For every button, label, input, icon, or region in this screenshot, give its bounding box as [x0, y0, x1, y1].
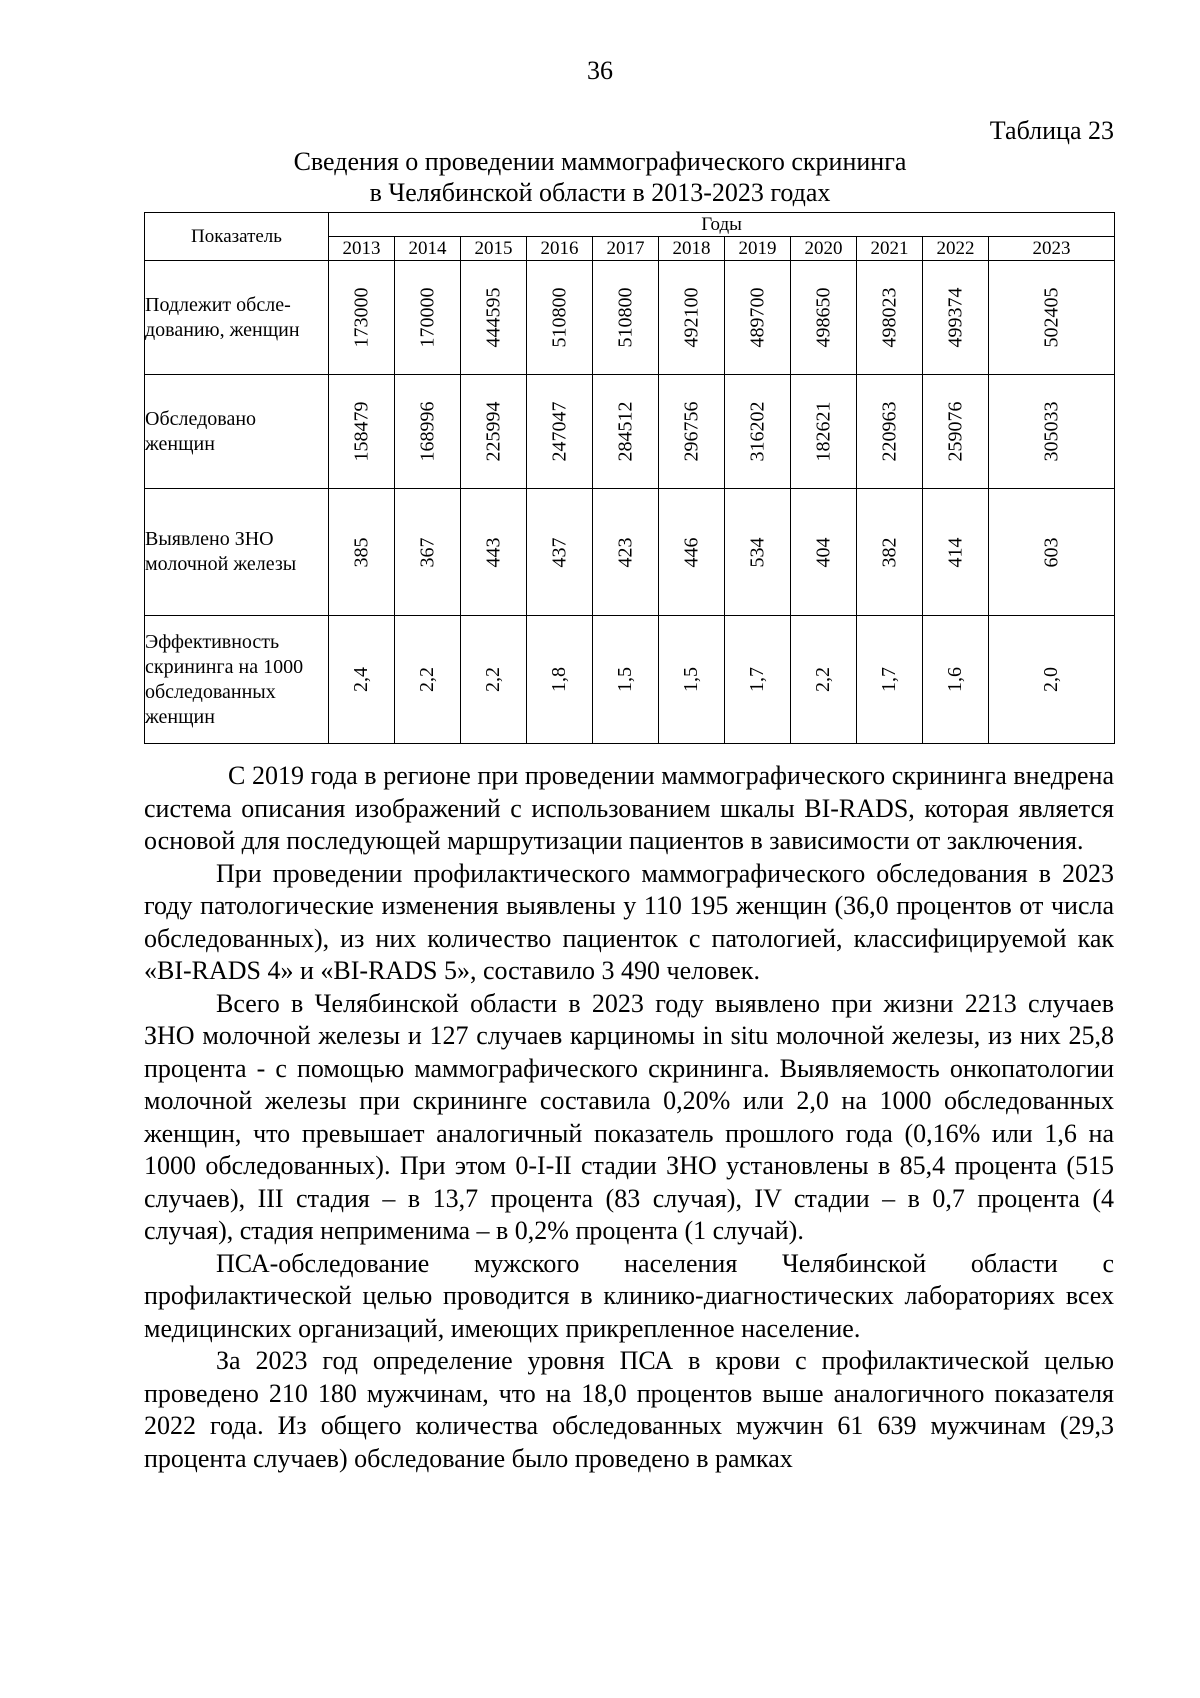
table-cell: 316202 — [725, 375, 791, 489]
table-cell: 446 — [659, 489, 725, 616]
table-cell: 1,8 — [527, 616, 593, 744]
year-header: 2019 — [725, 237, 791, 261]
paragraph: При проведении профилактического маммографического обследования в 2023 году патологические изменения выявлены у 110 195 женщин (36,0 процентов от числа обследованных), из них количество пациенток с патологией, классифицируемой как «BI-RADS 4» и «BI-RADS 5», составило 3 490 человек. — [144, 858, 1114, 985]
table-cell: 414 — [923, 489, 989, 616]
row-label: Эффективность скрининга на 1000 обследованных женщин — [145, 616, 329, 744]
table-title-line-1: Сведения о проведении маммографического скрининга — [293, 147, 907, 176]
table-cell: 225994 — [461, 375, 527, 489]
table-cell: 2,2 — [791, 616, 857, 744]
table-cell: 1,7 — [857, 616, 923, 744]
table-cell: 510800 — [593, 261, 659, 375]
table-cell: 296756 — [659, 375, 725, 489]
year-header: 2017 — [593, 237, 659, 261]
year-header: 2016 — [527, 237, 593, 261]
table-cell: 444595 — [461, 261, 527, 375]
year-header: 2022 — [923, 237, 989, 261]
table-cell: 1,7 — [725, 616, 791, 744]
year-header: 2021 — [857, 237, 923, 261]
table-row — [145, 616, 1115, 744]
table-cell: 404 — [791, 489, 857, 616]
table-header-row — [145, 213, 1115, 237]
table-cell: 2,2 — [461, 616, 527, 744]
table-cell: 259076 — [923, 375, 989, 489]
table-row — [145, 489, 1115, 616]
table-cell: 170000 — [395, 261, 461, 375]
table-row — [145, 375, 1115, 489]
table-label: Таблица 23 — [989, 116, 1114, 145]
table-cell: 158479 — [329, 375, 395, 489]
table-cell: 498023 — [857, 261, 923, 375]
table-cell: 2,0 — [989, 616, 1115, 744]
table-cell: 1,5 — [593, 616, 659, 744]
table-cell: 385 — [329, 489, 395, 616]
paragraph: Всего в Челябинской области в 2023 году выявлено при жизни 2213 случаев ЗНО молочной железы и 127 случаев карциномы in situ молочной железы, из них 25,8 процента - с помощью маммографического скрининга. Выявляемость онкопатологии молочной железы при скрининге составила 0,20% или 2,0 на 1000 обследованных женщин, что превышает аналогичный показатель прошлого года (0,16% или 1,6 на 1000 обследованных). При этом 0-I-II стадии ЗНО установлены в 85,4 процента (515 случаев), III стадия – в 13,7 процента (83 случая), IV стадии – в 0,7 процента (4 случая), стадия неприменима – в 0,2% процента (1 случай). — [144, 988, 1114, 1245]
table-cell: 443 — [461, 489, 527, 616]
table-cell: 534 — [725, 489, 791, 616]
table-cell: 499374 — [923, 261, 989, 375]
table-cell: 247047 — [527, 375, 593, 489]
table-cell: 502405 — [989, 261, 1115, 375]
table-row — [145, 261, 1115, 375]
table-cell: 220963 — [857, 375, 923, 489]
table-cell: 498650 — [791, 261, 857, 375]
year-header: 2018 — [659, 237, 725, 261]
table-cell: 284512 — [593, 375, 659, 489]
paragraph: ПСА-обследование мужского населения Челябинской области с профилактической целью проводится в клинико-диагностических лабораториях всех медицинских организаций, имеющих прикрепленное население. — [144, 1248, 1114, 1343]
paragraph: С 2019 года в регионе при проведении маммографического скрининга внедрена система описания изображений с использованием шкалы BI-RADS, которая является основой для последующей маршрутизации пациентов в зависимости от заключения. — [144, 761, 1114, 855]
table-cell: 603 — [989, 489, 1115, 616]
table-cell: 1,5 — [659, 616, 725, 744]
row-label: Выявлено ЗНО молочной железы — [145, 489, 329, 616]
table-cell: 382 — [857, 489, 923, 616]
page-number: 36 — [587, 56, 613, 85]
year-header: 2020 — [791, 237, 857, 261]
row-label: Подлежит обсле-дованию, женщин — [145, 261, 329, 375]
header-indicator: Показатель — [145, 213, 329, 261]
table-cell: 182621 — [791, 375, 857, 489]
table-cell: 173000 — [329, 261, 395, 375]
table-title-line-2: в Челябинской области в 2013-2023 годах — [369, 178, 831, 207]
table-cell: 2,4 — [329, 616, 395, 744]
screening-table — [144, 212, 1115, 744]
table-cell: 305033 — [989, 375, 1115, 489]
paragraph: За 2023 год определение уровня ПСА в крови с профилактической целью проведено 210 180 мужчинам, что на 18,0 процентов выше аналогичного показателя 2022 года. Из общего количества обследованных мужчин 61 639 мужчинам (29,3 процента случаев) обследование было проведено в рамках — [144, 1346, 1114, 1473]
table-cell: 423 — [593, 489, 659, 616]
table-cell: 168996 — [395, 375, 461, 489]
table-cell: 1,6 — [923, 616, 989, 744]
row-label: Обследовано женщин — [145, 375, 329, 489]
table-cell: 2,2 — [395, 616, 461, 744]
header-years: Годы — [329, 213, 1115, 237]
table-cell: 437 — [527, 489, 593, 616]
body-text — [144, 760, 1114, 1475]
table-cell: 492100 — [659, 261, 725, 375]
table-cell: 489700 — [725, 261, 791, 375]
year-header: 2023 — [989, 237, 1115, 261]
table-cell: 510800 — [527, 261, 593, 375]
year-header: 2014 — [395, 237, 461, 261]
table-title — [0, 146, 1200, 208]
year-header: 2015 — [461, 237, 527, 261]
table-cell: 367 — [395, 489, 461, 616]
year-header: 2013 — [329, 237, 395, 261]
